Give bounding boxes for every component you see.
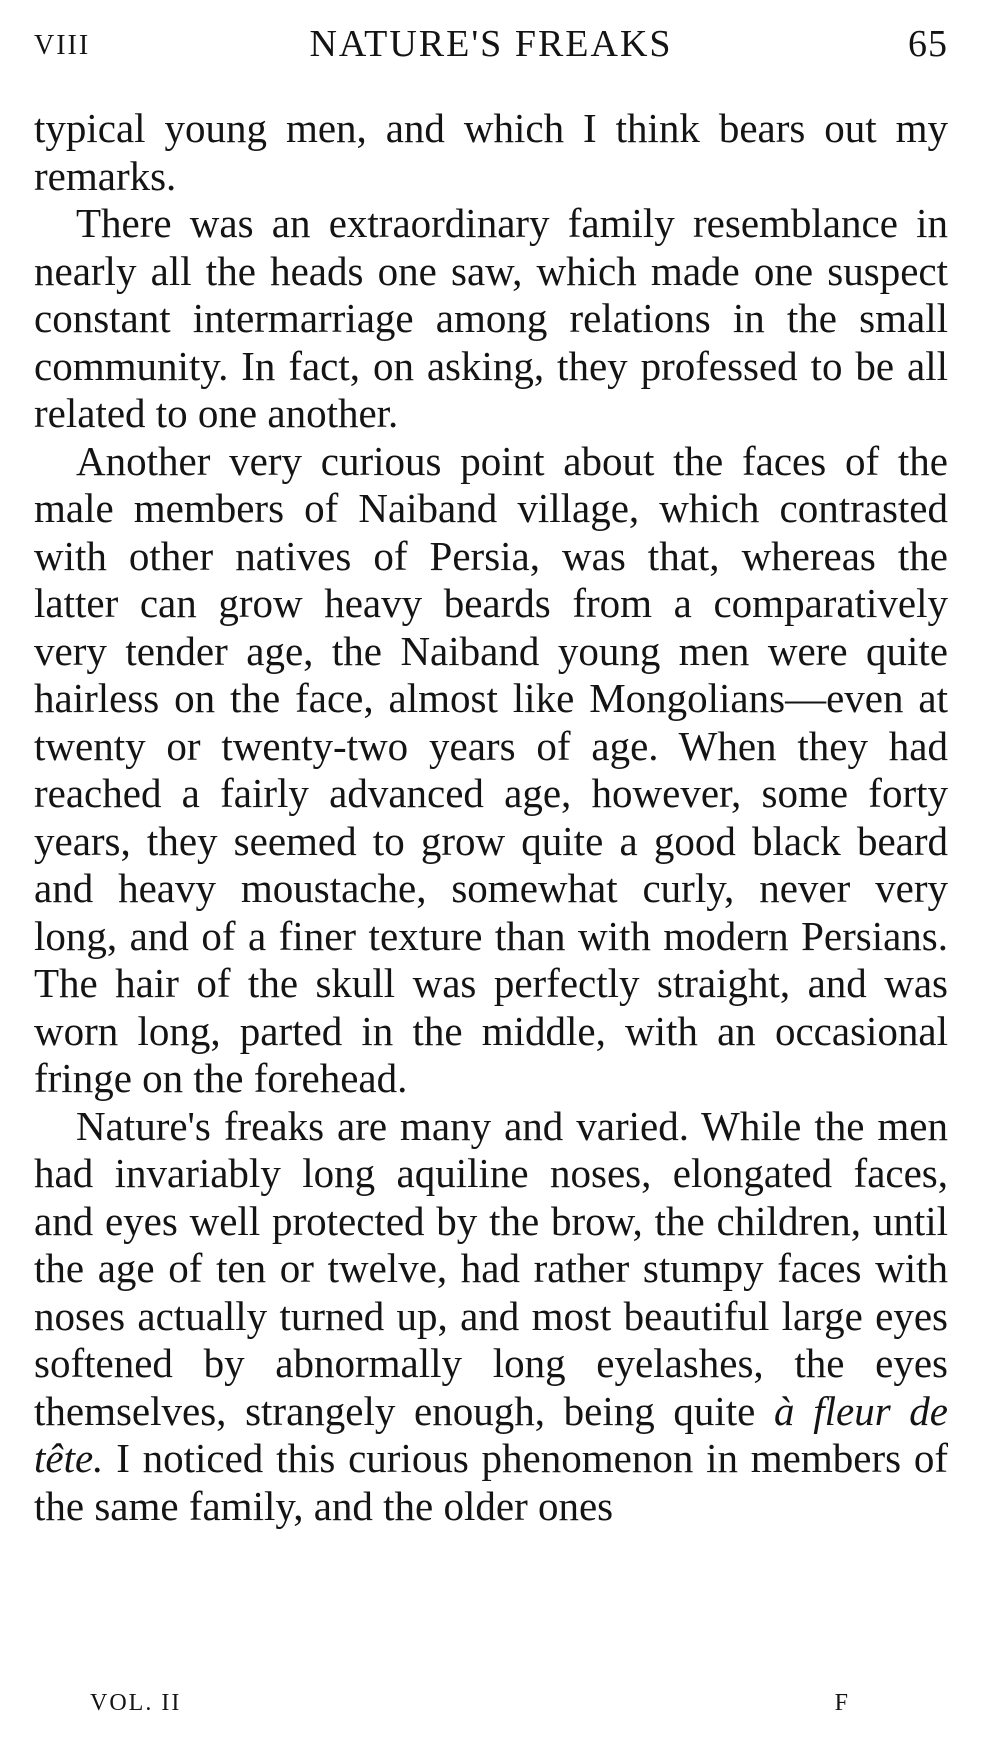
- page-footer: [90, 1690, 850, 1722]
- paragraph-text-after-italic: I noticed this curious phenomenon in members of the same family, and the older ones: [34, 1435, 948, 1529]
- paragraph-family-resemblance: There was an extraordinary family resemblance in nearly all the heads one saw, which made one suspect constant intermarriage among relations in the small community. In fact, on asking, they professed to be all related to one another.: [34, 200, 948, 436]
- signature-mark: F: [834, 1690, 850, 1716]
- running-title: NATURE'S FREAKS: [309, 23, 673, 65]
- paragraph-continued: typical young men, and which I think bears out my remarks.: [34, 105, 948, 199]
- paragraph-beards: Another very curious point about the faces of the male members of Naiband village, which contrasted with other natives of Persia, was that, whereas the latter can grow heavy beards from a comparatively very tender age, the Naiband young men were quite hairless on the face, almost like Mongolians—even at twenty or twenty-two years of age. When they had reached a fairly advanced age, however, some forty years, they seemed to grow quite a good black beard and heavy moustache, somewhat curly, never very long, and of a finer texture than with modern Persians. The hair of the skull was perfectly straight, and was worn long, parted in the middle, with an occasional fringe on the forehead.: [34, 437, 948, 1101]
- body-text: [34, 105, 948, 1530]
- chapter-number: VIII: [34, 30, 91, 61]
- paragraph-natures-freaks: [34, 1103, 948, 1531]
- page-number: 65: [908, 23, 948, 65]
- paragraph-text-before-italic: Nature's freaks are many and varied. While the men had invariably long aquiline noses, elongated faces, and eyes well protected by the brow, the children, until the age of ten or twelve, had rather stumpy faces with noses actually turned up, and most beautiful large eyes softened by abnormally long eyelashes, the eyes themselves, strangely enough, being quite: [34, 1102, 948, 1434]
- volume-label: VOL. II: [90, 1690, 182, 1716]
- running-head: [34, 22, 948, 72]
- italic-phrase: à fleur de tête.: [34, 1387, 949, 1481]
